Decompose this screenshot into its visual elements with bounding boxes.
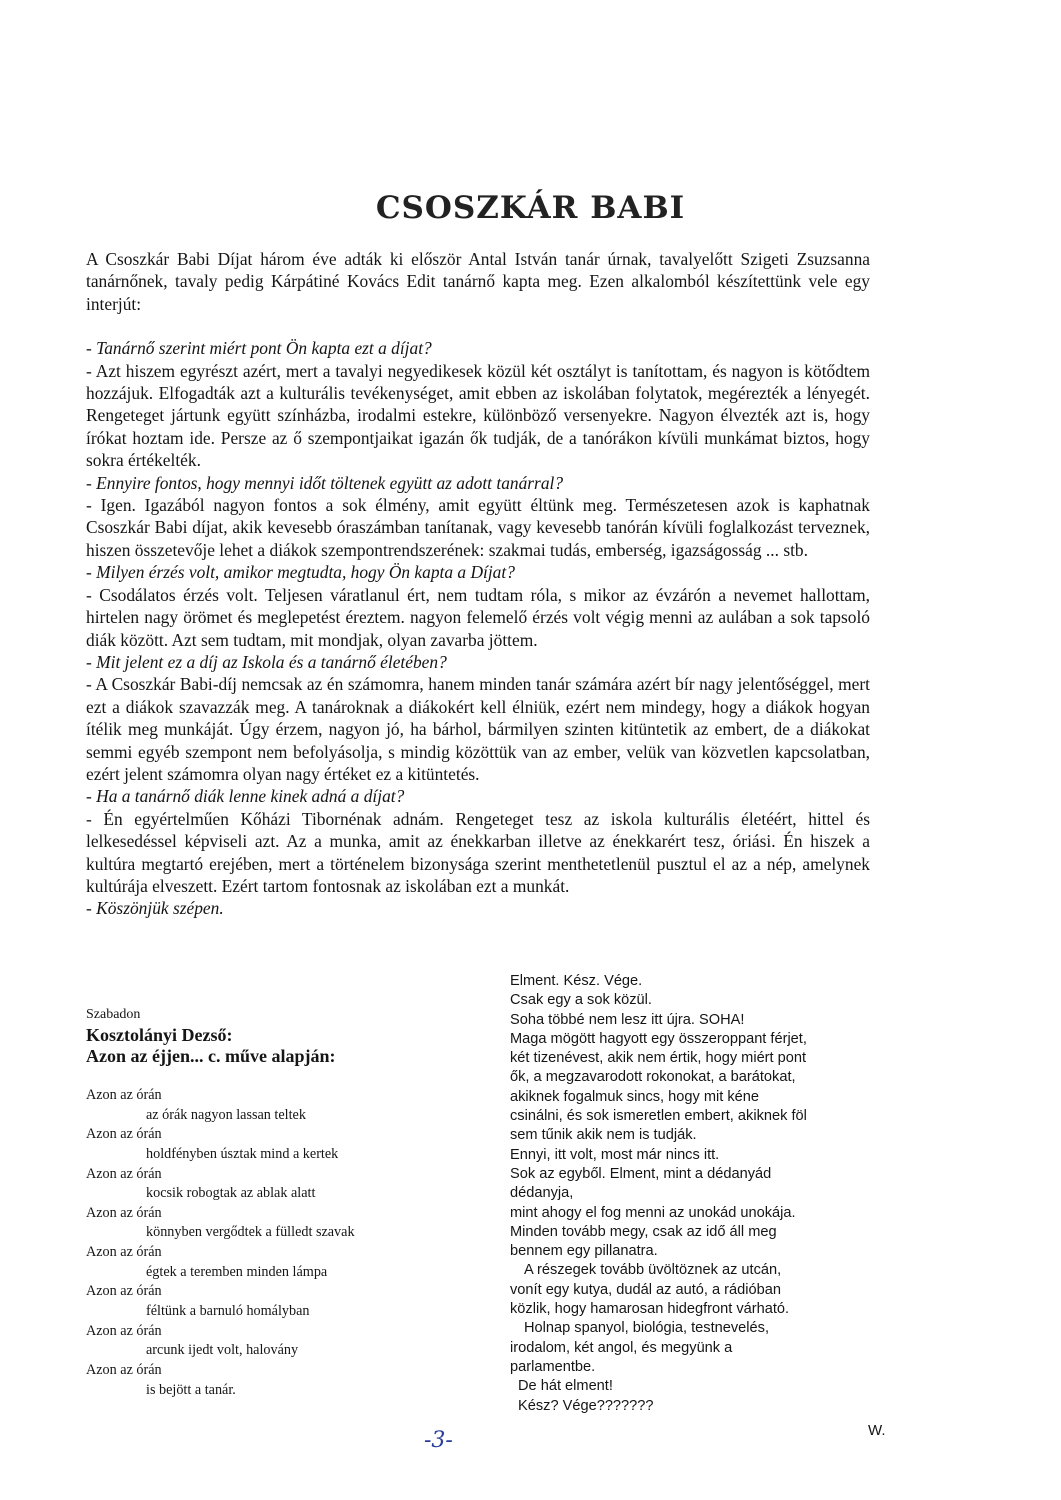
poem-line: Maga mögött hagyott egy összeroppant férjet, — [510, 1030, 807, 1047]
poem-line: Holnap spanyol, biológia, testnevelés, — [524, 1320, 770, 1337]
poem-line: A részegek tovább üvöltöznek az utcán, — [524, 1262, 782, 1279]
poem-line: Csak egy a sok közül. — [510, 992, 652, 1009]
interview-answer: - Azt hiszem egyrészt azért, mert a tavalyi negyedikesek közül két osztályt is tanítottam, és nagyon is kötődtem hozzájuk. Elfogadták azt a kulturális tevékenységet, amit ebben az iskolában folytatok, megérezték a lényegét. Rengeteget jártunk együtt színházba, irodalmi estekre, különböző versenyekre. Nagyon élvezték azt is, hogy írókat hoztam ide. Persze az ő szempontjaikat igazán ők tudják, de a tanórákon kívüli munkámat biztos, hogy sokra értékelték. — [86, 360, 870, 471]
poem-line-refrain: Azon az órán — [86, 1204, 162, 1221]
poem-source-work: Azon az éjjen... c. műve alapján: — [86, 1046, 336, 1066]
poem-line: dédanyja, — [510, 1185, 574, 1202]
interview-question: - Köszönjük szépen. — [86, 898, 224, 919]
poem-line: kocsik robogtak az ablak alatt — [146, 1185, 316, 1202]
interview-dialogue — [86, 337, 870, 920]
poem-line: bennem egy pillanatra. — [510, 1243, 658, 1260]
interview-question: - Mit jelent ez a díj az Iskola és a tanárnő életében? — [86, 651, 447, 672]
poem-line: Sok az egyből. Elment, mint a dédanyád — [510, 1165, 772, 1182]
interview-section — [86, 248, 870, 920]
poem-line: Elment. Kész. Vége. — [510, 973, 643, 989]
poem-line: mint ahogy el fog menni az unokád unokája. — [510, 1204, 796, 1221]
poem-line: vonít egy kutya, dudál az autó, a rádióban — [510, 1281, 781, 1298]
interview-answer: - A Csoszkár Babi-díj nemcsak az én számomra, hanem minden tanár számára azért bír nagy jelentőséggel, mert ezt a diákok szavazzák meg. A tanároknak a diákokért kell élniük, ezért nem mindegy, hogy a diákok hogyan ítélik meg munkáját. Úgy érzem, nagyon jó, ha bárhol, bármilyen szinten kitüntetik az embert, de a diákokat semmi egyéb szempont nem befolyásolja, s mindig közöttük van az ember, velük van közvetlen kapcsolatban, ezért jelent számomra olyan nagy értéket ez a kitüntetés. — [86, 674, 870, 784]
poem-line-refrain: Azon az órán — [86, 1283, 162, 1300]
poem-line: irodalom, két angol, és megyünk a — [510, 1339, 733, 1356]
poem-line: Ennyi, itt volt, most már nincs itt. — [510, 1146, 720, 1163]
interview-answer: - Csodálatos érzés volt. Teljesen váratlanul ért, nem tudtam róla, s mikor az évzárón a nevemet hallottam, hirtelen nagy örömet és meglepetést éreztem. nagyon felemelő érzés volt végig menni az aulában a sok tapsoló diák között. Azt sem tudtam, mit mondjak, olyan zavarba jöttem. — [86, 584, 870, 650]
interview-intro: A Csoszkár Babi Díjat három éve adták ki először Antal István tanár úrnak, tavalyelőtt Szigeti Zsuzsanna tanárnőnek, tavaly pedig Kárpátiné Kovács Edit tanárnő kapta meg. Ezen alkalomból készítettünk vele egy interjút: — [86, 249, 870, 314]
poem-kosztolanyi — [86, 1006, 466, 1400]
poem-line: Soha többé nem lesz itt újra. SOHA! — [510, 1011, 745, 1028]
interview-question: - Ennyire fontos, hogy mennyi időt töltenek együtt az adott tanárral? — [86, 472, 564, 493]
poem-line: parlamentbe. — [510, 1358, 596, 1375]
poem-line: arcunk ijedt volt, halovány — [146, 1342, 299, 1359]
poem-author: Kosztolányi Dezső: — [86, 1025, 233, 1045]
article-title: CSOSZKÁR BABI — [375, 190, 686, 226]
poem-line: az órák nagyon lassan teltek — [146, 1106, 306, 1123]
poem-line: féltünk a barnuló homályban — [146, 1302, 310, 1319]
interview-question: - Milyen érzés volt, amikor megtudta, hogy Ön kapta a Díjat? — [86, 562, 515, 583]
poem-elment — [510, 972, 910, 1416]
poem-line: égtek a teremben minden lámpa — [146, 1263, 328, 1280]
poem-line: Kész? Vége??????? — [518, 1397, 654, 1414]
poem-line: könnyben vergődtek a fülledt szavak — [146, 1224, 355, 1241]
poem-line-refrain: Azon az órán — [86, 1362, 162, 1379]
poem-line: akiknek fogalmuk sincs, hogy mit kéne — [510, 1088, 760, 1105]
poem-line-refrain: Azon az órán — [86, 1322, 162, 1339]
poem-line: De hát elment! — [518, 1378, 613, 1395]
poem-note: Szabadon — [86, 1007, 141, 1022]
page-number: -3- — [424, 1428, 453, 1453]
author-signature: W. — [868, 1422, 886, 1439]
poem-line-refrain: Azon az órán — [86, 1087, 162, 1103]
interview-answer: - Én egyértelműen Kőházi Tibornénak adnám. Rengeteget tesz az iskola kulturális életéért, hittel és lelkesedéssel képviseli azt. Az a munka, amit az énekkarban illetve az énekkarért tesz, óriási. Én hiszek a kultúra megtartó erejében, mert a történelem bizonysága szerint menthetetlenül pusztul el az a nép, amelynek kultúrája elveszett. Ezért tartom fontosnak az iskolában ezt a munkát. — [86, 808, 870, 896]
poem-line: holdfényben úsztak mind a kertek — [146, 1145, 339, 1162]
poem-line-refrain: Azon az órán — [86, 1126, 162, 1143]
poem-line: is bejött a tanár. — [146, 1381, 236, 1398]
poem-line-refrain: Azon az órán — [86, 1165, 162, 1182]
poem-line: két tizenévest, akik nem értik, hogy miért pont — [510, 1050, 807, 1067]
interview-question: - Ha a tanárnő diák lenne kinek adná a díjat? — [86, 786, 405, 807]
poem-line: ők, a megzavarodott rokonokat, a barátokat, — [510, 1069, 796, 1086]
poem-line: csinálni, és sok ismeretlen embert, akiknek föl — [510, 1108, 807, 1125]
poem-line-refrain: Azon az órán — [86, 1244, 162, 1261]
interview-answer: - Igen. Igazából nagyon fontos a sok élmény, amit együtt éltünk meg. Természetesen azok is kaphatnak Csoszkár Babi díjat, akik kevesebb óraszámban tanítanak, vagy kevesebb tanórán kívüli foglalkozást terveznek, hiszen összetevője lehet a diákok szempontrendszerének: szakmai tudás, emberség, igazságosság ... stb. — [86, 495, 870, 560]
poem-stanzas — [86, 1086, 466, 1400]
poem-line: közlik, hogy hamarosan hidegfront várható. — [510, 1301, 790, 1318]
poem-line: sem tűnik akik nem is tudják. — [510, 1127, 697, 1144]
poem-line: Minden tovább megy, csak az idő áll meg — [510, 1223, 777, 1240]
interview-question: - Tanárnő szerint miért pont Ön kapta ezt a díjat? — [86, 338, 432, 359]
